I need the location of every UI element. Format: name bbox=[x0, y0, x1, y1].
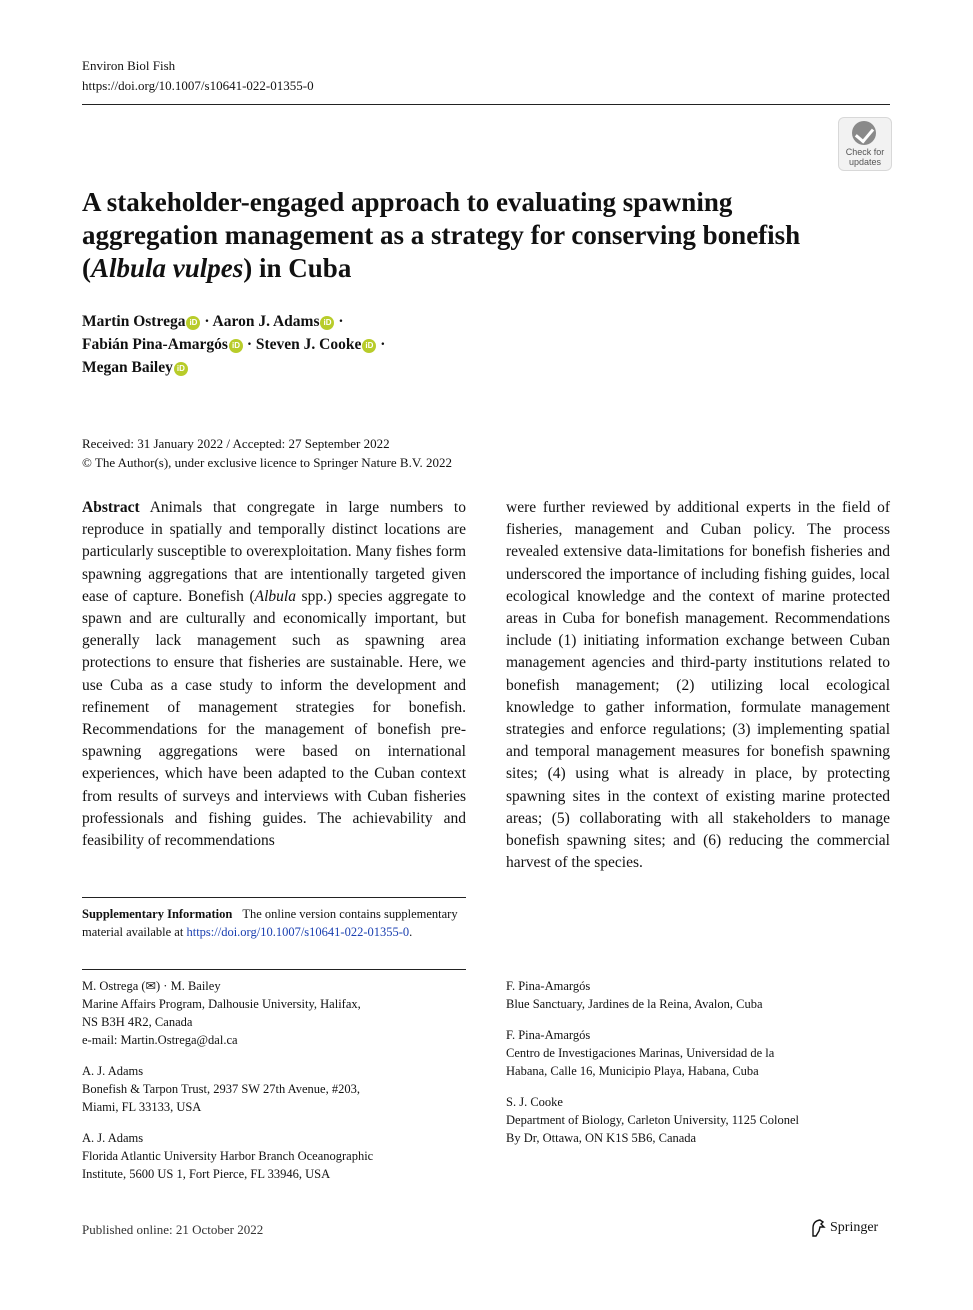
affiliations-left bbox=[82, 977, 466, 1196]
affiliation-block bbox=[82, 977, 466, 1049]
author-list: Martin Ostrega iD · Aaron J. Adams iD · Fabián Pina-Amargós iD · Steven J. Cooke iD · Megan Bailey iD bbox=[82, 313, 386, 376]
affiliation-authors: M. Ostrega (✉) · M. Bailey bbox=[82, 979, 221, 993]
affiliation-authors: F. Pina-Amargós bbox=[506, 979, 591, 993]
affiliation-block bbox=[82, 1062, 466, 1116]
published-date: Published online: 21 October 2022 bbox=[82, 1222, 264, 1237]
affiliation-line: Florida Atlantic University Harbor Branch Oceanographic bbox=[82, 1149, 374, 1163]
affiliation-line: Marine Affairs Program, Dalhousie University, Halifax, bbox=[82, 997, 361, 1011]
abstract-label: Abstract bbox=[82, 499, 140, 516]
badge-line-2: updates bbox=[848, 157, 882, 167]
author-name[interactable]: Fabián Pina-Amargós bbox=[82, 336, 228, 353]
affiliation-line: By Dr, Ottawa, ON K1S 5B6, Canada bbox=[506, 1131, 697, 1145]
check-for-updates-badge[interactable] bbox=[838, 117, 892, 171]
copyright-line: © The Author(s), under exclusive licence to Springer Nature B.V. 2022 bbox=[82, 455, 453, 470]
author-name[interactable]: Aaron J. Adams bbox=[212, 313, 320, 330]
journal-doi[interactable]: https://doi.org/10.1007/s10641-022-01355-0 bbox=[82, 78, 314, 93]
affiliation-line: Blue Sanctuary, Jardines de la Reina, Avalon, Cuba bbox=[506, 997, 763, 1011]
affiliation-line: NS B3H 4R2, Canada bbox=[82, 1015, 193, 1029]
supp-end: . bbox=[409, 925, 413, 939]
header-rule bbox=[82, 104, 890, 105]
abstract-text: Animals that congregate in large numbers to reproduce in spatially and temporally distinct locations are particularly susceptible to overexploitation. Many fishes form spawning aggregations that are intentionally targeted given ease of capture. Bonefish ( bbox=[82, 499, 466, 605]
check-icon bbox=[852, 121, 876, 145]
springer-horse-icon bbox=[810, 1219, 826, 1237]
affiliation-line: Miami, FL 33133, USA bbox=[82, 1100, 202, 1114]
journal-header bbox=[82, 56, 314, 96]
orcid-icon[interactable]: iD bbox=[320, 316, 334, 330]
affiliations-right bbox=[506, 977, 890, 1160]
affiliation-block bbox=[82, 1129, 466, 1183]
affiliation-authors: A. J. Adams bbox=[82, 1131, 144, 1145]
affiliation-block bbox=[506, 1093, 890, 1147]
affiliation-block bbox=[506, 977, 890, 1013]
author-name[interactable]: Martin Ostrega bbox=[82, 313, 186, 330]
author-name[interactable]: Steven J. Cooke bbox=[255, 336, 362, 353]
article-title bbox=[82, 186, 842, 285]
abstract-text-continued: spp.) species aggregate to spawn and are culturally and economically important, but generally lack management such as spawning area protections to ensure that fisheries are sustainable. Here, we use Cuba as a case study to inform the development and refinement of management strategies for bonefish. Recommendations for the management of bonefish pre-spawning aggregations were based on international experiences, which have been adapted to the Cuban context from results of surveys and interviews with Cuban fisheries professionals and fishing guides. The achievability and feasibility of recommendations bbox=[82, 587, 466, 850]
abstract-left-column bbox=[82, 497, 466, 852]
article-dates bbox=[82, 434, 452, 472]
publisher-logo[interactable] bbox=[810, 1219, 878, 1237]
orcid-icon[interactable]: iD bbox=[229, 339, 243, 353]
title-species: Albula vulpes bbox=[91, 253, 244, 283]
affiliation-line: Institute, 5600 US 1, Fort Pierce, FL 33946, USA bbox=[82, 1167, 331, 1181]
abstract-text-right: were further reviewed by additional experts in the field of fisheries, management and Cuban policy. The process revealed extensive data-limitations for bonefish fisheries and underscored the importance of including fishing guides, local ecological knowledge and the context of marine protected areas in Cuba for bonefish management. Recommendations include (1) initiating information exchange between Cuban management agencies and third-party institutions related to bonefish management; (2) utilizing local ecological knowledge to gather information, formulate management strategies and enforce regulations; (3) implementing spatial and temporal management measures for bonefish spawning sites; (4) using what is already in place, by protecting spawning sites in the context of existing marine protected areas; (5) collaborating with all stakeholders to manage bonefish spawning sites; and (6) reducing the commercial harvest of the species. bbox=[506, 499, 890, 872]
journal-name: Environ Biol Fish bbox=[82, 58, 176, 73]
affiliation-authors: F. Pina-Amargós bbox=[506, 1028, 591, 1042]
supp-text: The online version contains supplementary material available at bbox=[82, 907, 458, 939]
affiliation-email[interactable]: e-mail: Martin.Ostrega@dal.ca bbox=[82, 1033, 238, 1047]
affiliation-authors: A. J. Adams bbox=[82, 1064, 144, 1078]
affiliation-line: Bonefish & Tarpon Trust, 2937 SW 27th Avenue, #203, bbox=[82, 1082, 360, 1096]
supplementary-info bbox=[82, 905, 466, 941]
affiliation-line: Centro de Investigaciones Marinas, Universidad de la bbox=[506, 1046, 775, 1060]
abstract-right-column bbox=[506, 497, 890, 874]
title-end: ) in Cuba bbox=[243, 253, 352, 283]
affiliation-line: Department of Biology, Carleton University, 1125 Colonel bbox=[506, 1113, 800, 1127]
affiliation-authors: S. J. Cooke bbox=[506, 1095, 563, 1109]
supp-label: Supplementary Information bbox=[82, 907, 233, 921]
orcid-icon[interactable]: iD bbox=[186, 316, 200, 330]
orcid-icon[interactable]: iD bbox=[362, 339, 376, 353]
abstract-genus: Albula bbox=[254, 587, 296, 605]
supp-rule bbox=[82, 897, 466, 898]
badge-line-1: Check for bbox=[845, 147, 885, 157]
title-main: A stakeholder-engaged approach to evaluating spawning aggregation management as a strategy for conserving bonefish ( bbox=[82, 187, 801, 283]
received-accepted: Received: 31 January 2022 / Accepted: 27 September 2022 bbox=[82, 436, 390, 451]
supp-rule-bottom bbox=[82, 969, 466, 970]
affiliation-line: Habana, Calle 16, Municipio Playa, Habana, Cuba bbox=[506, 1064, 759, 1078]
affiliation-block bbox=[506, 1026, 890, 1080]
publisher-name: Springer bbox=[830, 1220, 879, 1235]
supp-link[interactable]: https://doi.org/10.1007/s10641-022-01355-0 bbox=[186, 925, 410, 939]
orcid-icon[interactable]: iD bbox=[174, 362, 188, 376]
author-name[interactable]: Megan Bailey bbox=[82, 359, 173, 376]
